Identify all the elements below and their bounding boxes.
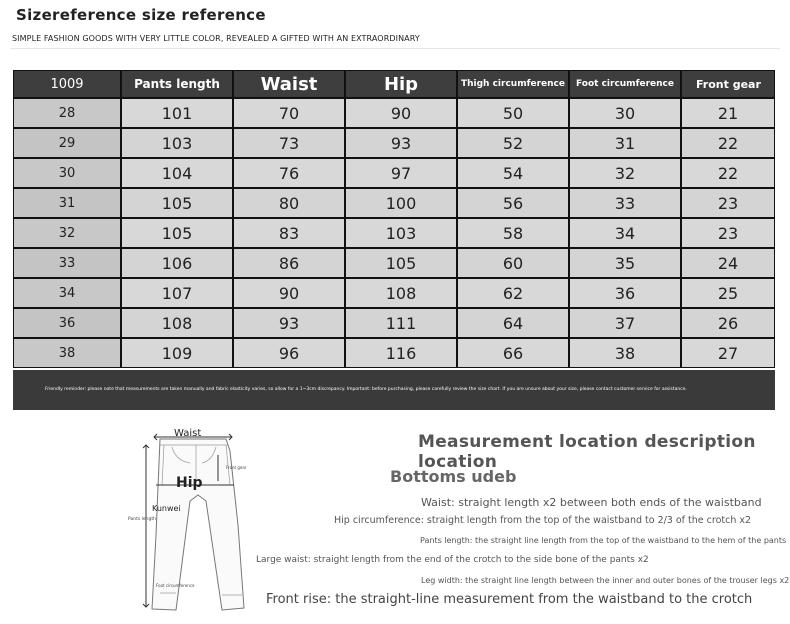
cell-front-gear: 27 xyxy=(681,338,775,368)
cell-pants-length: 109 xyxy=(121,338,233,368)
desc-hip: Hip circumference: straight length from the top of the waistband to 2/3 of the crotch x2 xyxy=(334,515,752,526)
cell-pants-length: 105 xyxy=(121,218,233,248)
cell-foot: 36 xyxy=(569,278,681,308)
desc-pants-length: Pants length: the straight line length from the top of the waistband to the hem of the pants xyxy=(420,536,787,545)
cell-size: 34 xyxy=(13,278,121,308)
description-subtitle: Bottoms udeb xyxy=(390,467,517,486)
table-row xyxy=(13,98,775,128)
cell-pants-length: 107 xyxy=(121,278,233,308)
cell-front-gear: 23 xyxy=(681,188,775,218)
cell-thigh: 56 xyxy=(457,188,569,218)
cell-hip: 116 xyxy=(345,338,457,368)
label-waist: Waist xyxy=(174,428,202,439)
header-foot: Foot circumference xyxy=(569,70,681,98)
header-hip: Hip xyxy=(345,70,457,98)
cell-waist: 86 xyxy=(233,248,345,278)
cell-size: 36 xyxy=(13,308,121,338)
cell-waist: 70 xyxy=(233,98,345,128)
cell-hip: 90 xyxy=(345,98,457,128)
size-table xyxy=(13,70,775,368)
reminder-note: Friendly reminder: please note that measurements are taken manually and fabric elasticity varies, so allow for a 1~3cm discrepancy. Important: before purchasing, please carefully review the size chart. If you are unsure about your size, please contact customer service for assistance. xyxy=(13,370,775,410)
label-hip: Hip xyxy=(176,475,203,491)
desc-leg-width: Leg width: the straight line length between the inner and outer bones of the trouser legs x2 xyxy=(421,576,790,585)
pants-diagram xyxy=(126,425,276,615)
label-pants-length: Pants length xyxy=(128,517,157,522)
cell-thigh: 58 xyxy=(457,218,569,248)
cell-hip: 108 xyxy=(345,278,457,308)
cell-front-gear: 25 xyxy=(681,278,775,308)
cell-foot: 33 xyxy=(569,188,681,218)
cell-foot: 35 xyxy=(569,248,681,278)
cell-front-gear: 22 xyxy=(681,158,775,188)
cell-thigh: 50 xyxy=(457,98,569,128)
cell-hip: 105 xyxy=(345,248,457,278)
cell-size: 31 xyxy=(13,188,121,218)
cell-front-gear: 22 xyxy=(681,128,775,158)
cell-thigh: 62 xyxy=(457,278,569,308)
cell-waist: 73 xyxy=(233,128,345,158)
cell-thigh: 54 xyxy=(457,158,569,188)
cell-thigh: 60 xyxy=(457,248,569,278)
cell-hip: 97 xyxy=(345,158,457,188)
table-row xyxy=(13,248,775,278)
table-row xyxy=(13,308,775,338)
cell-waist: 96 xyxy=(233,338,345,368)
table-row xyxy=(13,218,775,248)
cell-pants-length: 103 xyxy=(121,128,233,158)
desc-front-rise: Front rise: the straight-line measurement from the waistband to the crotch xyxy=(266,592,753,607)
cell-thigh: 66 xyxy=(457,338,569,368)
cell-waist: 83 xyxy=(233,218,345,248)
cell-foot: 30 xyxy=(569,98,681,128)
cell-hip: 100 xyxy=(345,188,457,218)
header-model: 1009 xyxy=(13,70,121,98)
cell-front-gear: 23 xyxy=(681,218,775,248)
table-row xyxy=(13,158,775,188)
label-foot: Foot circumference xyxy=(156,583,195,588)
table-row xyxy=(13,278,775,308)
table-row xyxy=(13,128,775,158)
label-front-gear: Front gear xyxy=(226,465,247,470)
cell-foot: 32 xyxy=(569,158,681,188)
divider xyxy=(10,48,780,49)
desc-waist: Waist: straight length x2 between both ends of the waistband xyxy=(421,496,762,509)
cell-size: 38 xyxy=(13,338,121,368)
cell-size: 32 xyxy=(13,218,121,248)
cell-pants-length: 105 xyxy=(121,188,233,218)
table-row xyxy=(13,188,775,218)
cell-pants-length: 106 xyxy=(121,248,233,278)
cell-foot: 34 xyxy=(569,218,681,248)
header-thigh: Thigh circumference xyxy=(457,70,569,98)
label-kunwei: Kunwei xyxy=(152,504,181,513)
cell-pants-length: 101 xyxy=(121,98,233,128)
cell-foot: 37 xyxy=(569,308,681,338)
cell-hip: 93 xyxy=(345,128,457,158)
table-header-row xyxy=(13,70,775,98)
cell-hip: 111 xyxy=(345,308,457,338)
header-pants-length: Pants length xyxy=(121,70,233,98)
cell-foot: 38 xyxy=(569,338,681,368)
cell-hip: 103 xyxy=(345,218,457,248)
cell-thigh: 64 xyxy=(457,308,569,338)
table-row xyxy=(13,338,775,368)
cell-pants-length: 108 xyxy=(121,308,233,338)
cell-size: 28 xyxy=(13,98,121,128)
desc-large-waist: Large waist: straight length from the end of the crotch to the side bone of the pants x2 xyxy=(256,555,649,565)
cell-waist: 80 xyxy=(233,188,345,218)
cell-waist: 93 xyxy=(233,308,345,338)
cell-waist: 76 xyxy=(233,158,345,188)
cell-size: 30 xyxy=(13,158,121,188)
page-title: Sizereference size reference xyxy=(16,6,266,24)
cell-thigh: 52 xyxy=(457,128,569,158)
cell-foot: 31 xyxy=(569,128,681,158)
cell-front-gear: 24 xyxy=(681,248,775,278)
cell-size: 29 xyxy=(13,128,121,158)
cell-pants-length: 104 xyxy=(121,158,233,188)
cell-front-gear: 21 xyxy=(681,98,775,128)
cell-size: 33 xyxy=(13,248,121,278)
header-front-gear: Front gear xyxy=(681,70,775,98)
description-title: Measurement location description location xyxy=(418,432,756,472)
header-waist: Waist xyxy=(233,70,345,98)
page-subtitle: SIMPLE FASHION GOODS WITH VERY LITTLE COLOR, REVEALED A GIFTED WITH AN EXTRAORDINARY xyxy=(12,34,420,43)
cell-waist: 90 xyxy=(233,278,345,308)
cell-front-gear: 26 xyxy=(681,308,775,338)
